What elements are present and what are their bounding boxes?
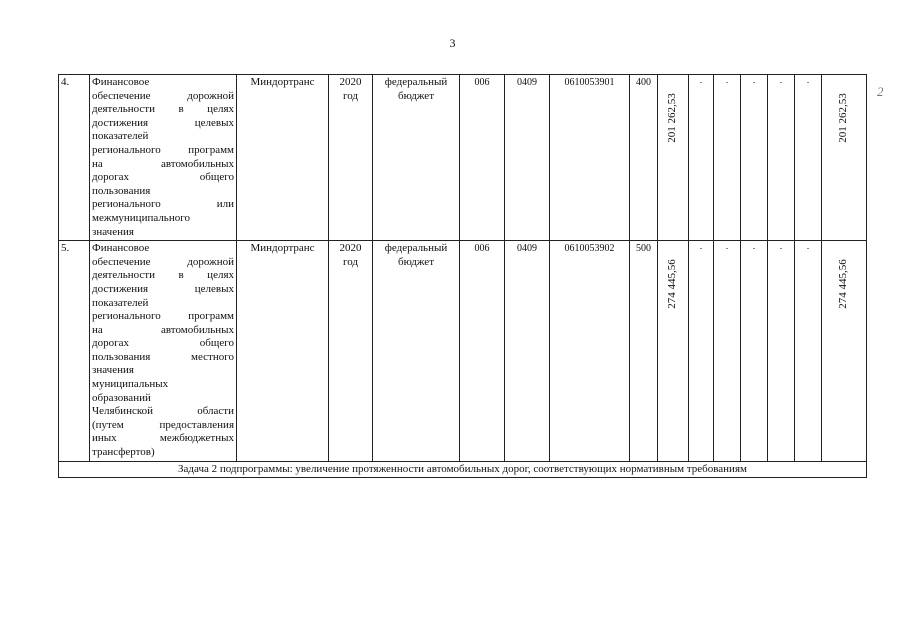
row-dash: - xyxy=(795,75,822,241)
row-year: 2020 год xyxy=(329,75,373,241)
description-line: значения xyxy=(92,225,134,238)
description-line: пользования местного xyxy=(92,350,234,363)
description-line: иных межбюджетных xyxy=(92,432,234,445)
row-dash: - xyxy=(741,241,768,462)
row-total: 274 445,56 xyxy=(822,241,867,462)
description-line: деятельности в целях xyxy=(92,269,234,282)
description-line: образований xyxy=(92,391,151,404)
row-executor: Миндортранс xyxy=(237,241,329,462)
row-dash: - xyxy=(689,75,714,241)
row-description xyxy=(90,241,237,462)
row-code-ministry: 006 xyxy=(460,241,505,462)
row-year: 2020 год xyxy=(329,241,373,462)
row-dash: - xyxy=(741,75,768,241)
description-line: дорогах общего xyxy=(92,337,234,350)
description-line: пользования xyxy=(92,184,151,197)
budget-table xyxy=(58,74,867,478)
row-source: федеральный бюджет xyxy=(373,241,460,462)
row-amount: 274 445,56 xyxy=(658,241,689,462)
description-line: показателей xyxy=(92,296,149,309)
description-line: Челябинской области xyxy=(92,405,234,418)
description-line: Финансовое xyxy=(92,242,150,255)
row-code-type: 400 xyxy=(630,75,658,241)
margin-handwritten-mark: 2 xyxy=(877,84,884,99)
description-line: обеспечение дорожной xyxy=(92,89,234,102)
table-row xyxy=(59,75,867,241)
description-line: деятельности в целях xyxy=(92,103,234,116)
description-line: муниципальных xyxy=(92,378,169,391)
row-dash: - xyxy=(714,241,741,462)
row-dash: - xyxy=(689,241,714,462)
description-line: регионального программ xyxy=(92,143,234,156)
row-number: 5. xyxy=(59,241,90,462)
description-line: трансфертов) xyxy=(92,446,155,459)
description-line: регионального или xyxy=(92,198,234,211)
description-line: показателей xyxy=(92,130,149,143)
row-total: 201 262,53 xyxy=(822,75,867,241)
row-dash: - xyxy=(714,75,741,241)
description-line: дорогах общего xyxy=(92,171,234,184)
row-number: 4. xyxy=(59,75,90,241)
description-line: достижения целевых xyxy=(92,116,234,129)
task-heading: Задача 2 подпрограммы: увеличение протяженности автомобильных дорог, соответствующих нормативным требованиям xyxy=(59,461,867,478)
description-line: достижения целевых xyxy=(92,282,234,295)
task-row xyxy=(59,461,867,478)
table-row xyxy=(59,241,867,462)
row-dash: - xyxy=(795,241,822,462)
description-line: межмуниципального xyxy=(92,211,190,224)
description-line: Финансовое xyxy=(92,76,150,88)
description-line: обеспечение дорожной xyxy=(92,255,234,268)
row-code-section: 0409 xyxy=(505,75,550,241)
row-code-target: 0610053902 xyxy=(550,241,630,462)
page-number: 3 xyxy=(449,36,456,50)
description-line: (путем предоставления xyxy=(92,418,234,431)
description-line: на автомобильных xyxy=(92,157,234,170)
row-dash: - xyxy=(768,241,795,462)
row-description xyxy=(90,75,237,241)
description-line: регионального программ xyxy=(92,310,234,323)
row-executor: Миндортранс xyxy=(237,75,329,241)
row-dash: - xyxy=(768,75,795,241)
row-code-section: 0409 xyxy=(505,241,550,462)
description-line: на автомобильных xyxy=(92,323,234,336)
row-code-ministry: 006 xyxy=(460,75,505,241)
row-code-target: 0610053901 xyxy=(550,75,630,241)
row-code-type: 500 xyxy=(630,241,658,462)
row-source: федеральный бюджет xyxy=(373,75,460,241)
row-amount: 201 262,53 xyxy=(658,75,689,241)
description-line: значения xyxy=(92,364,134,377)
